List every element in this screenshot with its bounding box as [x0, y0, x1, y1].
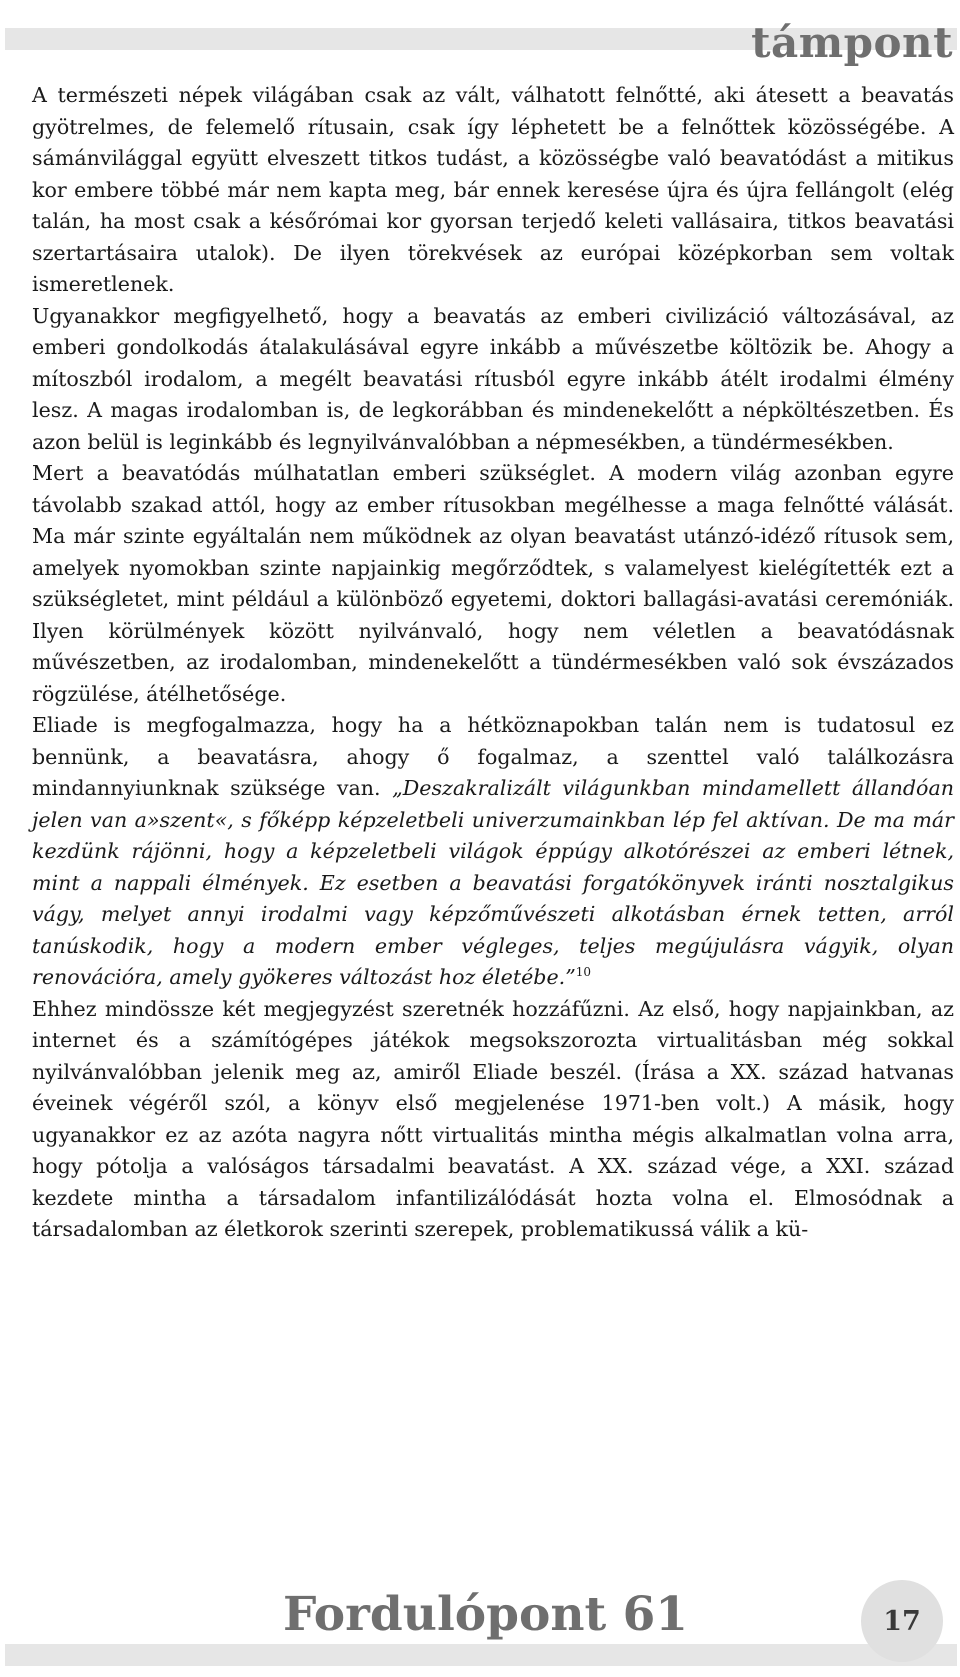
- paragraph-1: A természeti népek világában csak az vált, válhatott felnőtté, aki átesett a beavatás gyötrelmes, de felemelő rítusain, csak így léphetett be a felnőttek közösségébe. A sámánvilággal együtt elveszett titkos tudást, a közösségbe való beavatódást a mitikus kor embere többé már nem kapta meg, bár ennek keresése újra és újra fellángolt (elég talán, ha most csak a későrómai kor gyorsan terjedő keleti vallásaira, titkos beavatási szertartásaira utalok). De ilyen törekvések az európai középkorban sem voltak ismeretlenek.: [32, 83, 954, 296]
- article-body: [32, 80, 954, 1246]
- running-head: támpont: [751, 18, 953, 67]
- paragraph-4: [32, 710, 954, 994]
- footer-bar: [5, 1644, 957, 1666]
- eliade-quote: „Deszakralizált világunkban mindamellett állandóan jelen van a»szent«, s főképp képzeletbeli univerzumainkban lép fel aktívan. De ma már kezdünk rájönni, hogy a képzeletbeli világok éppúgy alkotórészei az emberi létnek, mint a nappali élmények. Ez esetben a beavatási forgatókönyvek iránti nosztalgikus vágy, melyet annyi irodalmi vagy képzőművészeti alkotásban érnek tetten, arról tanúskodik, hogy a modern ember végleges, teljes megújulásra vágyik, olyan renovációra, amely gyökeres változást hoz életébe.”: [32, 776, 954, 989]
- paragraph-3: Mert a beavatódás múlhatatlan emberi szükséglet. A modern világ azonban egyre távolabb szakad attól, hogy az ember rítusokban megélhesse a maga felnőtté válását. Ma már szinte egyáltalán nem működnek az olyan beavatást utánzó-idéző rítusok sem, amelyek nyomokban szinte napjainkig megőrződtek, s valamelyest kielégítették ezt a szükségletet, mint például a különböző egyetemi, doktori ballagási-avatási ceremóniák. Ilyen körülmények között nyilvánvaló, hogy nem véletlen a beavatódásnak művészetben, az irodalomban, mindenekelőtt a tündérmesékben való sok évszázados rögzülése, átélhetősége.: [32, 461, 954, 706]
- header-bar: [5, 18, 957, 67]
- footnote-marker: 10: [575, 965, 592, 979]
- page-number: 17: [883, 1605, 921, 1637]
- paragraph-2: Ugyanakkor megfigyelhető, hogy a beavatás az emberi civilizáció változásával, az emberi gondolkodás átalakulásával egyre inkább a művészetbe költözik be. Ahogy a mítoszból irodalom, a megélt beavatási rítusból egyre inkább átélt irodalmi élmény lesz. A magas irodalomban is, de legkorábban és mindenekelőtt a népköltészetben. És azon belül is leginkább és legnyilvánvalóbban a népmesékben, a tündérmesékben.: [32, 303, 954, 454]
- paragraph-4-text: Eliade is megfogalmazza, hogy ha a hétköznapokban talán nem is tudatosul ez bennünk, a beavatásra, ahogy ő fogalmaz, a szenttel való találkozásra mindannyiunknak szüksége van.: [32, 713, 954, 800]
- page-number-badge: [861, 1580, 943, 1662]
- paragraph-5: Ehhez mindössze két megjegyzést szeretnék hozzáfűzni. Az első, hogy napjainkban, az internet és a számítógépes játékok megsokszorozta virtualitásban még sokkal nyilvánvalóbban jelenik meg az, amiről Eliade beszél. (Írása a XX. század hatvanas éveinek végéről szól, a könyv első megjelenése 1971-ben volt.) A másik, hogy ugyanakkor ez az azóta nagyra nőtt virtualitás mintha mégis alkalmatlan volna arra, hogy pótolja a valóságos társadalmi beavatást. A XX. század vége, a XXI. század kezdete mintha a társadalom infantilizálódását hozta volna el. Elmosódnak a társadalomban az életkorok szerinti szerepek, problematikussá válik a kü-: [32, 996, 954, 1241]
- journal-title: Fordulópont 61: [283, 1587, 689, 1642]
